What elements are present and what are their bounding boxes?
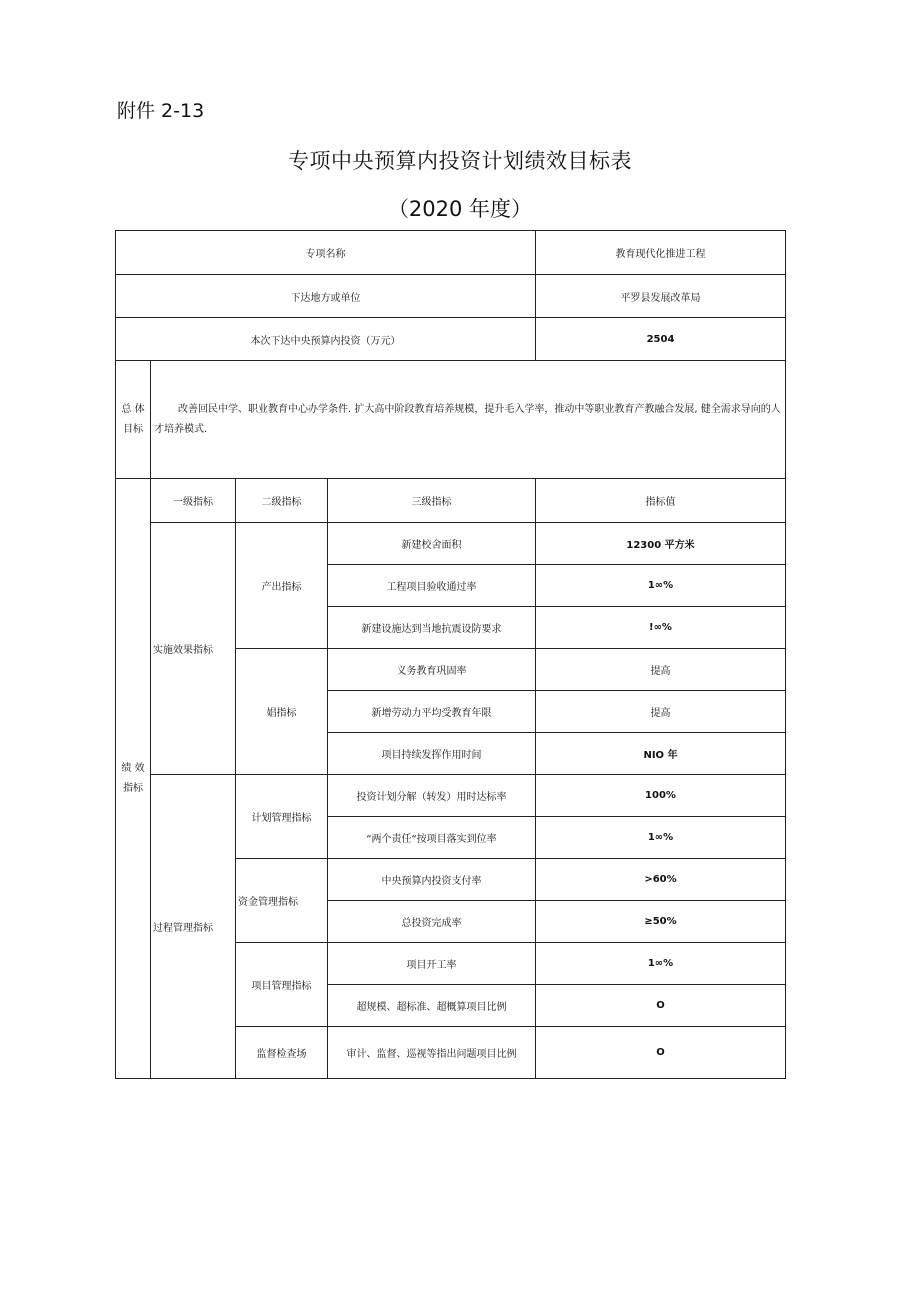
indicator-value: >60% [536, 859, 786, 901]
level2-output: 产出指标 [236, 523, 328, 649]
indicator-value: NIO 年 [536, 733, 786, 775]
indicator-name: 新增劳动力平均受教育年限 [328, 691, 536, 733]
level2-plan-management: 计划管理指标 [236, 775, 328, 859]
performance-indicator-label-line1: 绩 效 [121, 762, 145, 774]
indicator-value: ≥50% [536, 901, 786, 943]
attachment-number: 附件 2-13 [117, 100, 205, 122]
year-subtitle: （2020 年度） [387, 197, 533, 221]
level1-implementation-effect: 实施效果指标 [151, 523, 236, 775]
overall-goal-text [151, 361, 786, 479]
indicator-name: 审计、监督、巡视等指出问题项目比例 [328, 1027, 536, 1079]
indicator-value: O [536, 985, 786, 1027]
performance-indicator-label-line2: 指标 [123, 782, 143, 794]
header-level1: 一级指标 [151, 479, 236, 523]
indicator-name: 项目持续发挥作用时间 [328, 733, 536, 775]
project-name-label: 专项名称 [116, 231, 536, 275]
indicator-name: 项目开工率 [328, 943, 536, 985]
overall-goal-label-line2: 目标 [123, 423, 143, 435]
indicator-name: 义务教育巩固率 [328, 649, 536, 691]
indicator-value: 提高 [536, 649, 786, 691]
indicator-name: 投资计划分解（转发）用时达标率 [328, 775, 536, 817]
indicator-name: 总投资完成率 [328, 901, 536, 943]
overall-goal-text-line1: 改善回民中学、职业教育中心办学条件. 扩大高中阶段教育培养规模，提升毛入学率，推动中等职业教育产教融合发展, 健全需求导向的人 [178, 403, 781, 415]
table-row [116, 775, 786, 817]
indicator-name: “两个责任“按项目落实到位率 [328, 817, 536, 859]
level2-supervision: 监督检查场 [236, 1027, 328, 1079]
performance-indicator-label [116, 479, 151, 1079]
level1-process-management: 过程管理指标 [151, 775, 236, 1079]
overall-goal-label-line1: 总 体 [121, 403, 145, 415]
indicator-name: 新建校舍面积 [328, 523, 536, 565]
indicator-name: 新建设施达到当地抗震设防要求 [328, 607, 536, 649]
header-level2: 二级指标 [236, 479, 328, 523]
page-title: 专项中央预算内投资计划绩效目标表 [288, 149, 632, 173]
overall-goal-text-line2: 才培养模式. [154, 423, 208, 435]
indicator-name: 超规模、超标准、超概算项目比例 [328, 985, 536, 1027]
unit-label: 下达地方或单位 [116, 275, 536, 318]
indicator-value: 12300 平方米 [536, 523, 786, 565]
level2-fund-management: 资金管理指标 [236, 859, 328, 943]
table-row [116, 523, 786, 565]
investment-row [116, 318, 786, 361]
unit-row [116, 275, 786, 318]
indicator-value: O [536, 1027, 786, 1079]
level2-effect: 娼指标 [236, 649, 328, 775]
unit-value: 平罗县发展改革局 [536, 275, 786, 318]
indicator-value: !∞% [536, 607, 786, 649]
indicator-name: 中央预算内投资支付率 [328, 859, 536, 901]
indicator-value: 1∞% [536, 943, 786, 985]
indicator-value: 1∞% [536, 565, 786, 607]
overall-goal-row [116, 361, 786, 479]
investment-label: 本次下达中央预算内投资（万元） [116, 318, 536, 361]
performance-table [115, 230, 786, 1079]
overall-goal-label [116, 361, 151, 479]
indicator-value: 100% [536, 775, 786, 817]
header-level3: 三级指标 [328, 479, 536, 523]
indicator-value: 提高 [536, 691, 786, 733]
level2-project-management: 项目管理指标 [236, 943, 328, 1027]
indicator-header-row [116, 479, 786, 523]
project-name-value: 教育现代化推进工程 [536, 231, 786, 275]
investment-value: 2504 [536, 318, 786, 361]
indicator-value: 1∞% [536, 817, 786, 859]
header-value: 指标值 [536, 479, 786, 523]
project-name-row [116, 231, 786, 275]
indicator-name: 工程项目验收通过率 [328, 565, 536, 607]
